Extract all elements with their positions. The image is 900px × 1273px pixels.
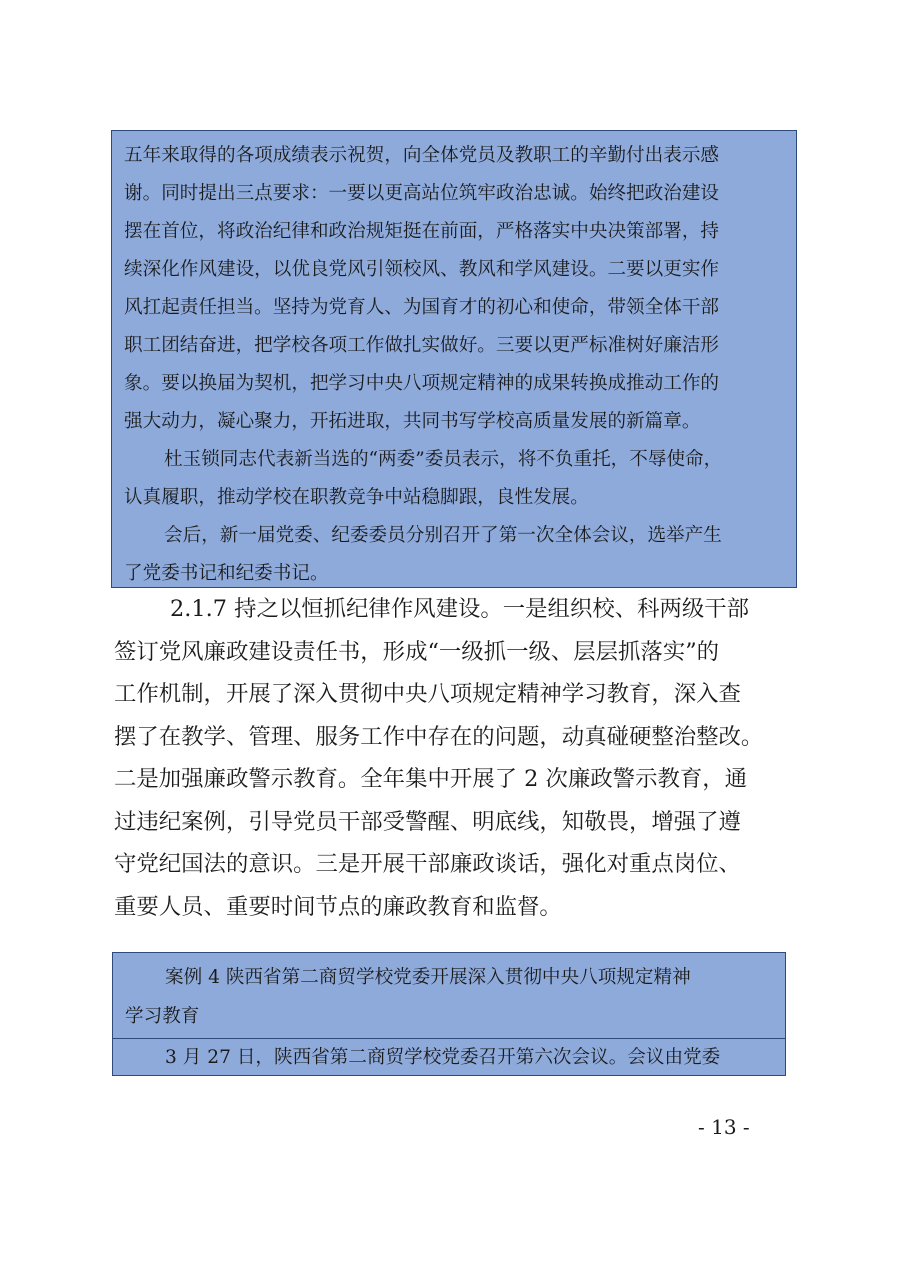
body-paragraph-line: 重要人员、重要时间节点的廉政教育和监督。 — [114, 894, 562, 920]
body-paragraph-line: 签订党风廉政建设责任书，形成“一级抓一级、层层抓落实”的 — [114, 639, 720, 665]
box-paragraph-line: 杜玉锁同志代表新当选的“两委”委员表示，将不负重托，不辱使命， — [164, 449, 723, 470]
case-text-box — [112, 1038, 786, 1076]
box-paragraph-line: 了党委书记和纪委书记。 — [124, 563, 329, 584]
case-text-line: 3 月 27 日，陕西省第二商贸学校党委召开第六次会议。会议由党委 — [165, 1047, 721, 1068]
body-paragraph-line: 2.1.7 持之以恒抓纪律作风建设。一是组织校、科两级干部 — [170, 596, 750, 622]
body-paragraph-line: 摆了在教学、管理、服务工作中存在的问题，动真碰硬整治整改。 — [114, 724, 764, 750]
case-title-line: 学习教育 — [125, 1006, 200, 1027]
box-paragraph-line: 五年来取得的各项成绩表示祝贺，向全体党员及教职工的辛勤付出表示感 — [124, 145, 720, 166]
box-paragraph-line: 象。要以换届为契机，把学习中央八项规定精神的成果转换成推动工作的 — [124, 373, 720, 394]
box-paragraph-line: 认真履职，推动学校在职教竞争中站稳脚跟，良性发展。 — [124, 487, 589, 508]
box-paragraph-line: 风扛起责任担当。坚持为党育人、为国育才的初心和使命，带领全体干部 — [124, 297, 720, 318]
box-paragraph-line: 职工团结奋进，把学校各项工作做扎实做好。三要以更严标准树好廉洁形 — [124, 335, 720, 356]
box-paragraph-line: 会后，新一届党委、纪委委员分别召开了第一次全体会议，选举产生 — [164, 525, 722, 546]
box-paragraph-line: 摆在首位，将政治纪律和政治规矩挺在前面，严格落实中央决策部署，持 — [124, 221, 720, 242]
case-title-line: 案例 4 陕西省第二商贸学校党委开展深入贯彻中央八项规定精神 — [165, 967, 691, 988]
body-paragraph-line: 守党纪国法的意识。三是开展干部廉政谈话，强化对重点岗位、 — [114, 851, 741, 877]
body-paragraph-line: 二是加强廉政警示教育。全年集中开展了 2 次廉政警示教育，通 — [114, 766, 748, 792]
box-paragraph-line: 续深化作风建设，以优良党风引领校风、教风和学风建设。二要以更实作 — [124, 259, 720, 280]
box-paragraph-line: 谢。同时提出三点要求：一要以更高站位筑牢政治忠诚。始终把政治建设 — [124, 183, 720, 204]
box-paragraph-line: 强大动力，凝心聚力，开拓进取，共同书写学校高质量发展的新篇章。 — [124, 411, 701, 432]
case-title-box — [112, 952, 786, 1039]
body-paragraph-line: 工作机制，开展了深入贯彻中央八项规定精神学习教育，深入查 — [114, 681, 741, 707]
body-paragraph-line: 过违纪案例，引导党员干部受警醒、明底线，知敬畏，增强了遵 — [114, 809, 741, 835]
page-number: - 13 - — [698, 1115, 750, 1139]
case-text-box — [111, 130, 797, 588]
